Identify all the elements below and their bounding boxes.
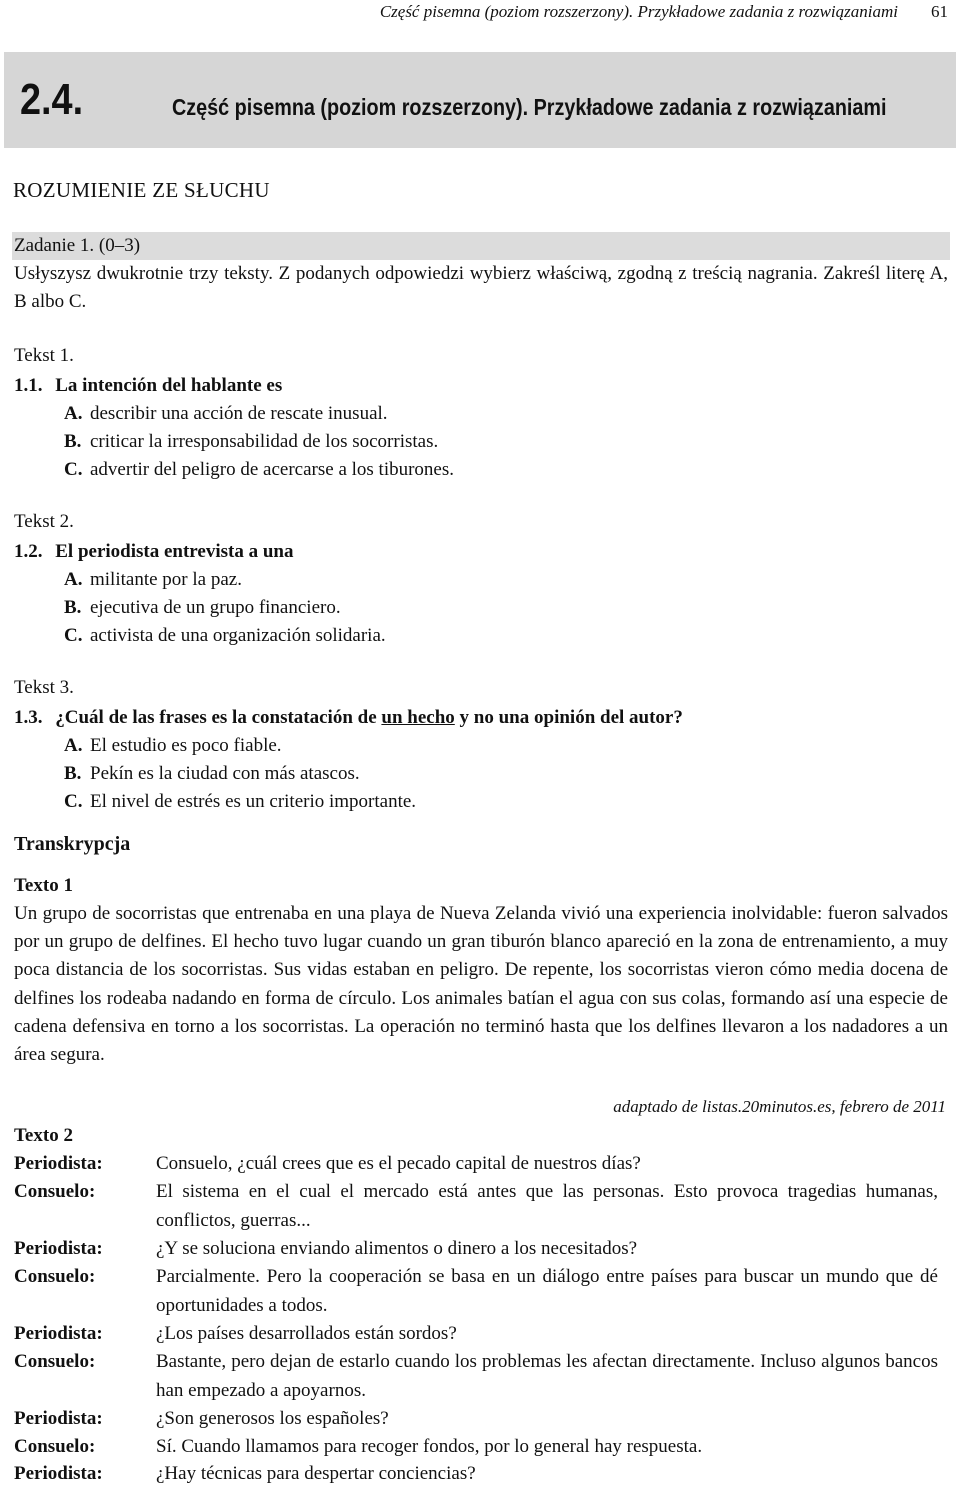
question-text-1: La intención del hablante es [55,375,283,396]
running-header-title: Część pisemna (poziom rozszerzony). Przykładowe zadania z rozwiązaniami [379,2,898,21]
option-letter: C. [64,791,83,812]
option-1c [64,456,454,484]
question-text-3-underlined: un hecho [381,707,455,728]
question-3 [14,704,683,732]
option-text: ejecutiva de un grupo financiero. [90,597,341,618]
question-number-3: 1.3. [14,707,43,728]
option-text: criticar la irresponsabilidad de los socorristas. [90,431,439,452]
text-label-2: Tekst 2. [14,511,74,532]
option-1a [64,400,388,428]
question-2 [14,538,293,566]
dialogue-speaker: Consuelo: [14,1181,96,1202]
dialogue-speaker: Consuelo: [14,1436,96,1457]
dialogue-speaker: Periodista: [14,1408,103,1429]
option-text: El nivel de estrés es un criterio importante. [90,791,417,812]
texto1-source: adaptado de listas.20minutos.es, febrero de 2011 [613,1097,946,1116]
option-3c [64,788,416,816]
question-number-1: 1.1. [14,375,43,396]
dialogue-line: ¿Los países desarrollados están sordos? [156,1323,457,1344]
option-text: advertir del peligro de acercarse a los tiburones. [90,459,455,480]
section-title: Część pisemna (poziom rozszerzony). Przykładowe zadania z rozwiązaniami [172,94,887,120]
dialogue-line: ¿Y se soluciona enviando alimentos o dinero a los necesitados? [156,1238,638,1259]
option-3a [64,732,282,760]
dialogue-line: Parcialmente. Pero la cooperación se basa en un diálogo entre países para buscar un mundo que dé oportunidades a todos. [156,1266,938,1316]
question-number-2: 1.2. [14,541,43,562]
dialogue-speaker: Periodista: [14,1323,103,1344]
texto1-body: Un grupo de socorristas que entrenaba en una playa de Nueva Zelanda vivió una experiencia inolvidable: fueron salvados por un grupo de delfines. El hecho tuvo lugar cuando un gran tiburón blanco apareció en la zona de entrenamiento, a muy poca distancia de los socorristas. Sus vidas estaban en peligro. De repente, los socorristas vieron cómo media docena de delfines los rodeaba nadando en forma de círculo. Los animales batían el agua con sus colas, formando así una especie de cadena defensiva en torno a los socorristas. La operación no terminó hasta que los delfines llevaron a los nadadores a un área segura. [14,903,948,1066]
dialogue-speaker: Consuelo: [14,1351,96,1372]
option-text: Pekín es la ciudad con más atascos. [90,763,360,784]
option-1b [64,428,438,456]
text-label-1: Tekst 1. [14,345,74,366]
page-number: 61 [931,2,948,21]
option-2b [64,594,341,622]
page-heading: ROZUMIENIE ZE SŁUCHU [13,178,270,202]
option-text: describir una acción de rescate inusual. [90,403,388,424]
question-text-2: El periodista entrevista a una [55,541,294,562]
task-title-bar [12,232,950,260]
question-text-3-end: y no una opinión del autor? [454,707,683,728]
dialogue-speaker: Periodista: [14,1153,103,1174]
option-2c [64,622,386,650]
dialogue-line: Sí. Cuando llamamos para recoger fondos, por lo general hay respuesta. [156,1436,703,1457]
option-letter: A. [64,569,83,590]
option-2a [64,566,242,594]
option-letter: B. [64,597,82,618]
dialogue-speaker: Consuelo: [14,1266,96,1287]
dialogue-line: ¿Son generosos los españoles? [156,1408,389,1429]
question-text-3-start: ¿Cuál de las frases es la constatación de [55,707,382,728]
texto1-label: Texto 1 [14,875,73,896]
option-letter: C. [64,459,83,480]
dialogue-line: Bastante, pero dejan de estarlo cuando los problemas les afectan directamente. Incluso algunos bancos han empezado a apoyarnos. [156,1351,938,1401]
option-letter: C. [64,625,83,646]
running-header [0,0,948,24]
dialogue-line: Consuelo, ¿cuál crees que es el pecado capital de nuestros días? [156,1153,641,1174]
question-1 [14,372,282,400]
option-letter: A. [64,403,83,424]
option-text: activista de una organización solidaria. [90,625,386,646]
dialogue-speaker: Periodista: [14,1238,103,1259]
task-instruction: Usłyszysz dwukrotnie trzy teksty. Z podanych odpowiedzi wybierz właściwą, zgodną z treścią nagrania. Zakreśl literę A, B albo C. [14,263,948,313]
option-text: militante por la paz. [90,569,242,590]
text-label-3: Tekst 3. [14,677,74,698]
dialogue-speaker: Periodista: [14,1463,103,1484]
texto2-label: Texto 2 [14,1125,73,1146]
option-text: El estudio es poco fiable. [90,735,282,756]
transcript-heading: Transkrypcja [14,833,131,855]
option-letter: A. [64,735,83,756]
dialogue-line: El sistema en el cual el mercado está antes que las personas. Esto provoca tragedias humanas, conflictos, guerras... [156,1181,938,1231]
option-3b [64,760,360,788]
option-letter: B. [64,763,82,784]
section-banner [4,52,956,148]
option-letter: B. [64,431,82,452]
task-title: Zadanie 1. (0–3) [14,235,141,256]
dialogue-line: ¿Hay técnicas para despertar conciencias? [156,1463,476,1484]
section-number: 2.4. [20,75,84,124]
